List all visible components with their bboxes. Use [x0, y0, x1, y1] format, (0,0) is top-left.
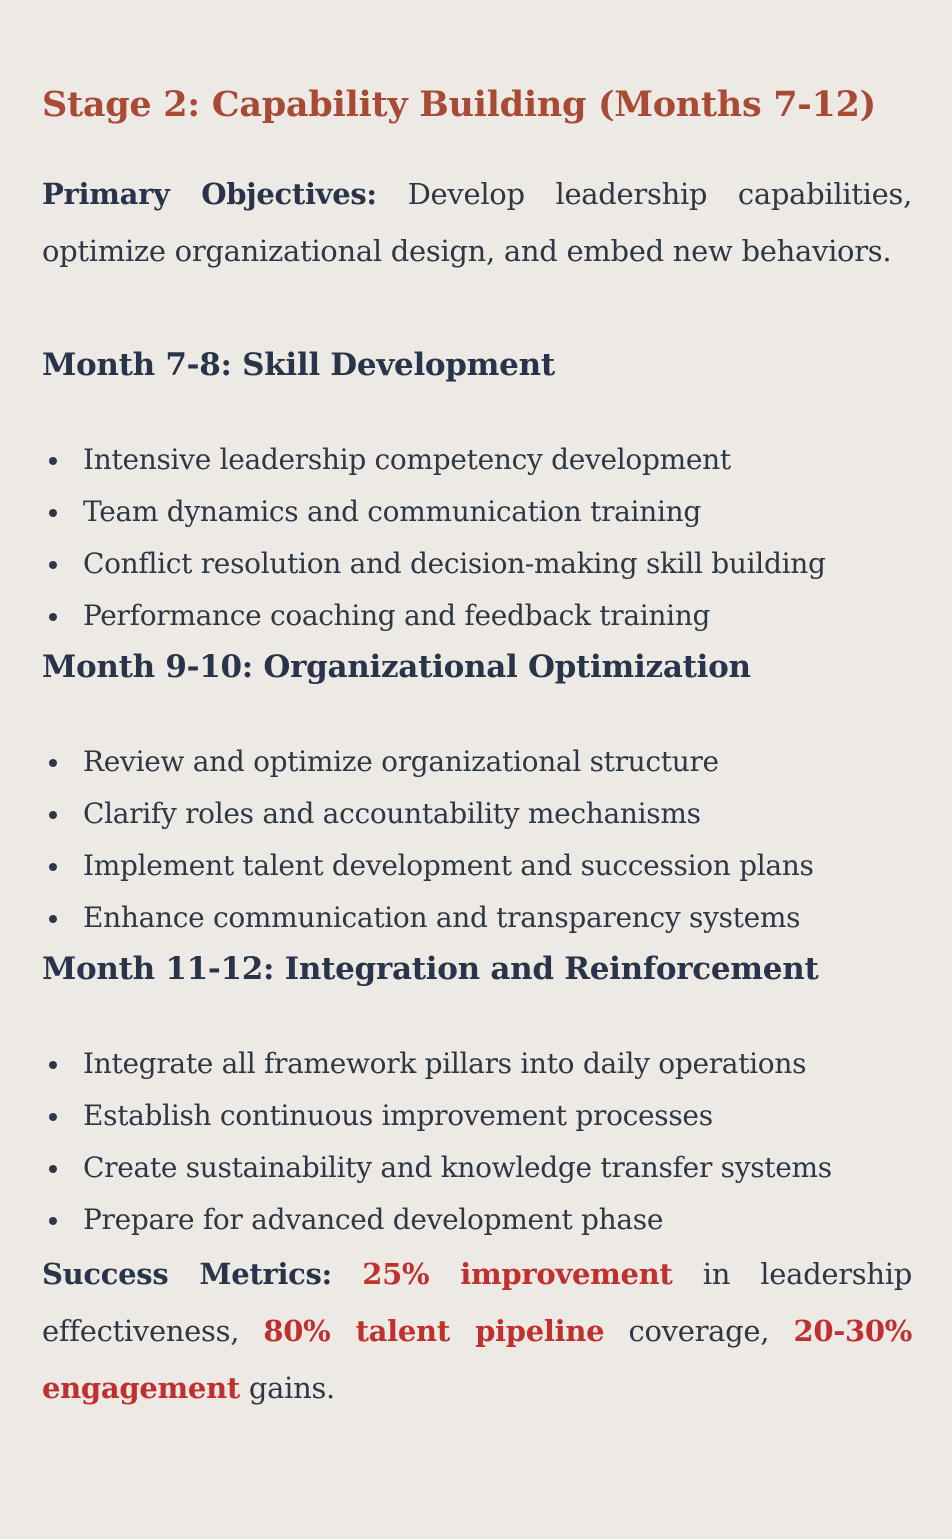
metrics-text: in leadership effectiveness,: [42, 1257, 912, 1348]
section-title-skill-development: Month 7-8: Skill Development: [42, 347, 555, 383]
section-title-organizational-optimization: Month 9-10: Organizational Optimization: [42, 649, 751, 685]
organizational-optimization-list: [42, 736, 912, 944]
list-item: Review and optimize organizational structure: [42, 736, 912, 788]
primary-objectives: [42, 166, 912, 280]
list-item: Implement talent development and succession plans: [42, 840, 912, 892]
stage-title: Stage 2: Capability Building (Months 7-12): [42, 84, 876, 125]
success-metrics: [42, 1246, 912, 1417]
list-item: Team dynamics and communication training: [42, 486, 912, 538]
list-item: Create sustainability and knowledge transfer systems: [42, 1142, 912, 1194]
skill-development-list: [42, 434, 912, 642]
metric-highlight-engagement: 20-30% engagement: [42, 1314, 912, 1405]
metric-highlight-improvement: 25% improvement: [362, 1257, 673, 1291]
objectives-label: Primary Objectives:: [42, 177, 377, 211]
metrics-label: Success Metrics:: [42, 1257, 332, 1291]
list-item: Performance coaching and feedback training: [42, 590, 912, 642]
list-item: Enhance communication and transparency systems: [42, 892, 912, 944]
list-item: Integrate all framework pillars into daily operations: [42, 1038, 912, 1090]
list-item: Clarify roles and accountability mechanisms: [42, 788, 912, 840]
objectives-text: Develop leadership capabilities, optimize organizational design, and embed new behaviors.: [42, 177, 912, 268]
metrics-text: gains.: [239, 1371, 335, 1405]
list-item: Establish continuous improvement processes: [42, 1090, 912, 1142]
metric-highlight-talent-pipeline: 80% talent pipeline: [263, 1314, 605, 1348]
section-title-integration-reinforcement: Month 11-12: Integration and Reinforcement: [42, 951, 819, 987]
integration-reinforcement-list: [42, 1038, 912, 1246]
list-item: Intensive leadership competency development: [42, 434, 912, 486]
metrics-text: coverage,: [604, 1314, 794, 1348]
list-item: Conflict resolution and decision-making skill building: [42, 538, 912, 590]
list-item: Prepare for advanced development phase: [42, 1194, 912, 1246]
